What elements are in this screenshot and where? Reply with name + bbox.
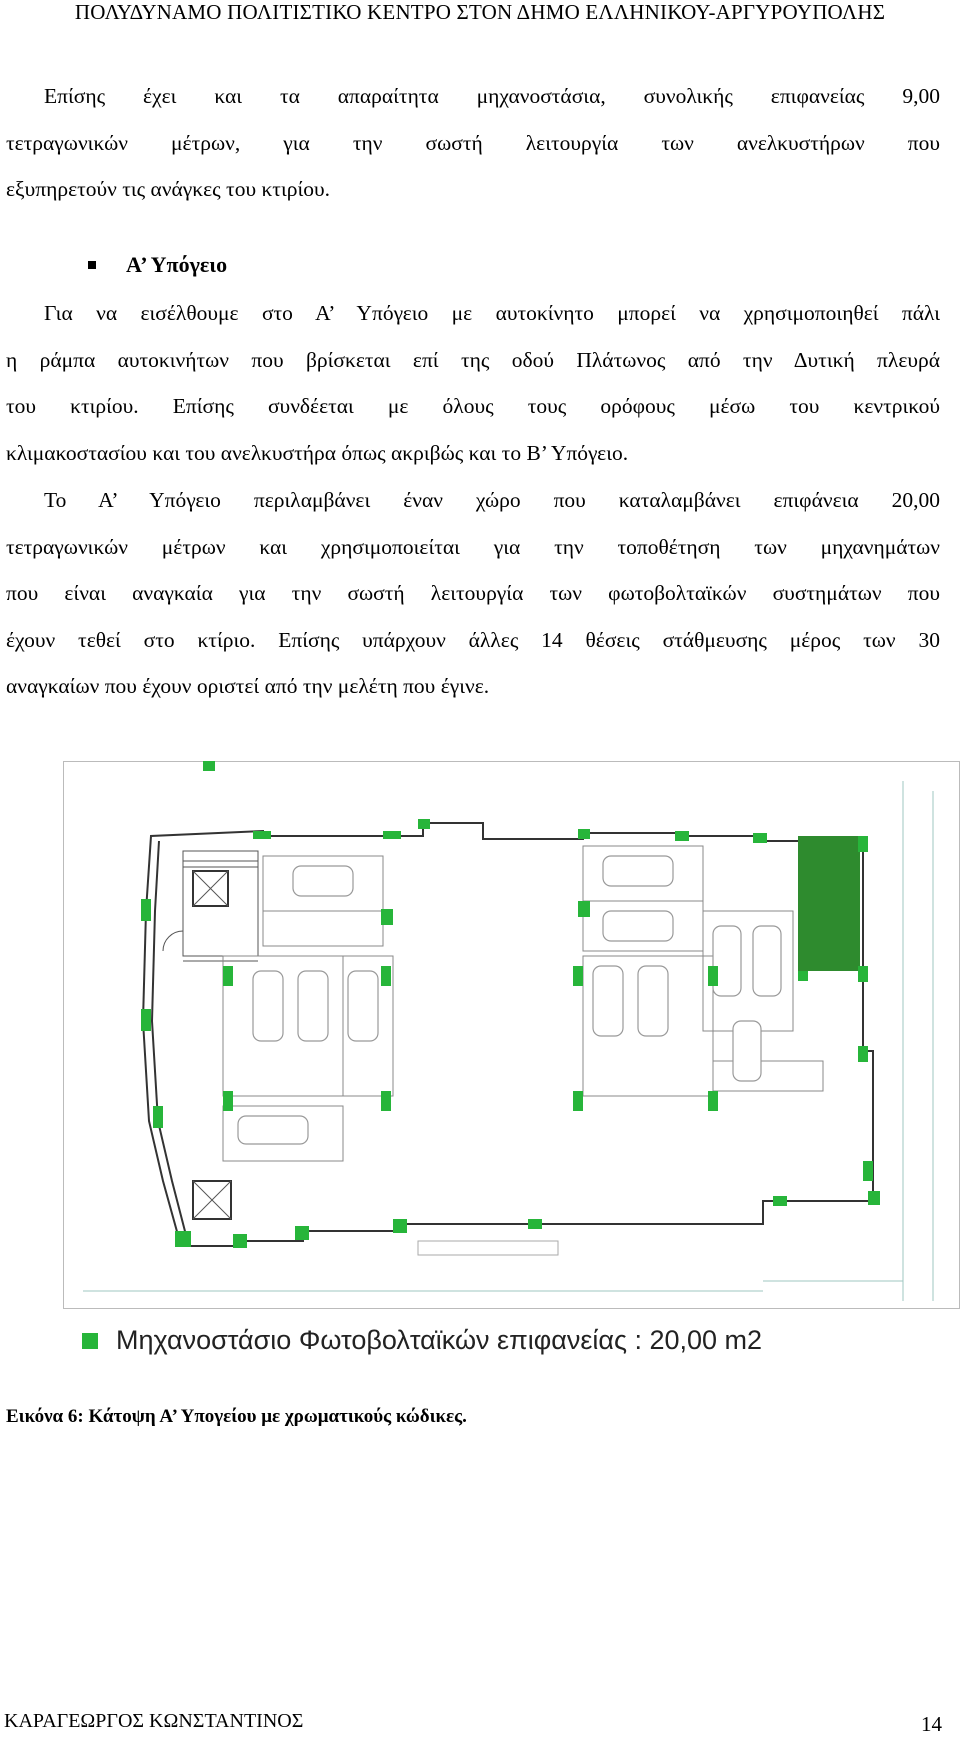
legend-swatch	[82, 1333, 98, 1349]
section-heading	[88, 252, 227, 278]
paragraph-line: αναγκαίων που έχουν οριστεί από την μελέτη που έγινε.	[6, 674, 490, 698]
page-number: 14	[921, 1712, 942, 1736]
paragraph-line: έχουν τεθεί στο κτίριο. Επίσης υπάρχουν άλλες 14 θέσεις στάθμευσης μέρος των 30	[6, 627, 940, 652]
intro-line: τετραγωνικών μέτρων, για την σωστή λειτουργία των ανελκυστήρων που	[6, 130, 940, 155]
intro-line: Επίσης έχει και τα απαραίτητα μηχανοστάσια, συνολικής επιφανείας 9,00	[44, 84, 940, 108]
machine-room-area	[798, 836, 860, 971]
section-heading-text: Α’ Υπόγειο	[126, 252, 228, 277]
figure-caption: Εικόνα 6: Κάτοψη Α’ Υπογείου με χρωματικούς κώδικες.	[6, 1406, 467, 1427]
paragraph-line: τετραγωνικών μέτρων και χρησιμοποιείται για την τοποθέτηση των μηχανημάτων	[6, 534, 940, 559]
intro-paragraph	[6, 73, 940, 213]
paragraph-description	[6, 477, 940, 710]
paragraph-line: που είναι αναγκαία για την σωστή λειτουργία των φωτοβολταϊκών συστημάτων που	[6, 581, 940, 605]
paragraph-line: η ράμπα αυτοκινήτων που βρίσκεται επί της οδού Πλάτωνος από την Δυτική πλευρά	[6, 347, 940, 372]
footer-author: ΚΑΡΑΓΕΩΡΓΟΣ ΚΩΝΣΤΑΝΤΙΝΟΣ	[4, 1710, 304, 1732]
paragraph-line: Για να εισέλθουμε στο Α’ Υπόγειο με αυτοκίνητο μπορεί να χρησιμοποιηθεί πάλι	[44, 301, 940, 325]
figure-legend	[82, 1325, 762, 1356]
paragraph-line: Το Α’ Υπόγειο περιλαμβάνει έναν χώρο που καταλαμβάνει επιφάνεια 20,00	[44, 488, 940, 512]
square-bullet-icon	[88, 261, 96, 269]
paragraph-line: του κτιρίου. Επίσης συνδέεται με όλους τους ορόφους μέσω του κεντρικού	[6, 394, 940, 418]
running-header: ΠΟΛΥΔΥΝΑΜΟ ΠΟΛΙΤΙΣΤΙΚΟ ΚΕΝΤΡΟ ΣΤΟΝ ΔΗΜΟ ΕΛΛΗΝΙΚΟΥ-ΑΡΓΥΡΟΥΠΟΛΗΣ	[74, 0, 886, 24]
intro-line: εξυπηρετούν τις ανάγκες του κτιρίου.	[6, 177, 331, 201]
floor-plan-drawing	[63, 761, 960, 1309]
paragraph-access	[6, 290, 940, 476]
legend-label: Μηχανοστάσιο Φωτοβολταϊκών επιφανείας : 20,00 m2	[116, 1325, 763, 1355]
paragraph-line: κλιμακοστασίου και του ανελκυστήρα όπως ακριβώς και το Β’ Υπόγειο.	[6, 440, 629, 465]
